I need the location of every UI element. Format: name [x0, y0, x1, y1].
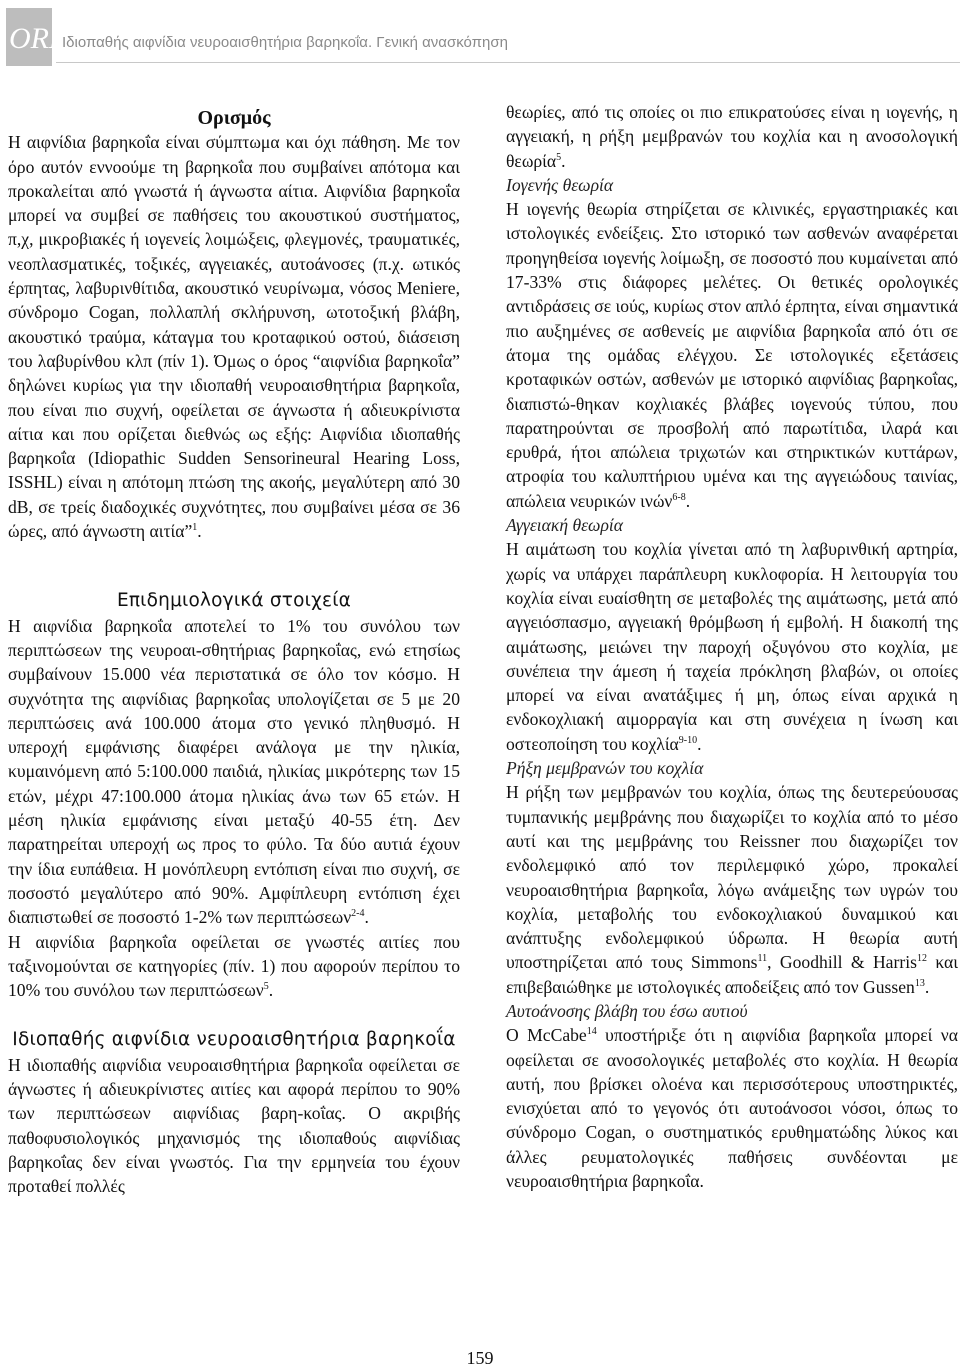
paragraph-theories: θεωρίες, από τις οποίες οι πιο επικρατούσες είναι η ιογενής, η αγγειακή, η ρήξη μεμβρανών του κοχλία και η ανοσολογική θεωρία$^5$. [506, 102, 958, 171]
paragraph-epidemiology: Η αιφνίδια βαρηκοΐα αποτελεί το 1% του συνόλου των περιπτώσεων της νευροαι-σθητήριας βαρηκοΐας, ενώ ετησίως συμβαίνουν 15.000 νέα περιστατικά σε όλο τον κόσμο. Η συχνότητα της αιφνίδιας βαρηκοΐας υπολογίζεται σε 5 με 20 περιπτώσεις ανά 100.000 άτομα στο γενικό πληθυσμό. Η υπεροχή εμφάνισης διαφέρει ανάλογα με την ηλικία, κυμαινόμενη από 5:100.000 παιδιά, ηλικίας μικρότερης των 15 ετών, μέχρι 47:100.000 άτομα ηλικίας άνω των 65 ετών. Η μέση ηλικία εμφάνισης είναι μεταξύ 40-55 έτη. Δεν παρατηρείται υπεροχή ως προς το φύλο. Τα δύο αυτιά έχουν την ίδια ευπάθεια. Η μονόπλευρη εντόπιση είναι πιο συχνή, σε ποσοστό μεγαλύτερο από 90%. Αμφίπλευρη εντόπιση έχει διαπιστωθεί σε ποσοστό 1-2% των περιπτώσεων$^{2-4}$. [8, 615, 460, 928]
paragraph-idiopathic: Η ιδιοπαθής αιφνίδια νευροαισθητήρια βαρηκοΐα οφείλεται σε άγνωστες ή αδιευκρίνιστες αιτίες και αφορά περίπου το 90% των περιπτώσεων αιφνίδιας βαρη-κοΐας. Ο ακριβής παθοφυσιολογικός μηχανισμός της ιδιοπαθούς αιφνίδιας βαρηκοΐας δεν είναι γνωστός. Για την ερμηνεία του έχουν προταθεί πολλές [8, 1054, 460, 1197]
citation: 5 [263, 981, 269, 993]
subheading-autoimmune: Αυτοάνοσης βλάβη του έσω αυτιού [506, 1000, 748, 1021]
citation: 9-10 [678, 734, 698, 746]
citation: 12 [916, 953, 927, 965]
citation: 2-4 [351, 908, 365, 920]
page-number: 159 [466, 1348, 494, 1368]
citation: 1 [192, 522, 198, 534]
page-header [0, 0, 960, 86]
right-column [506, 100, 958, 1193]
citation: 13 [914, 977, 925, 989]
paragraph-autoimmune: Ο McCabe$^{14}$ υποστήριξε ότι η αιφνίδια βαρηκοΐα μπορεί να οφείλεται σε ανοσολογικές μεταβολές στο κοχλία. Η θεωρία αυτή, που βρίσκει ολοένα και περισσότερους υποστηρικτές, ενισχύεται από το γεγονός ότι αυτοάνοσοι νόσοι, όπως το σύνδρομο Cogan, ο συστηματικός ερυθηματώδης λύκος και άλλες ρευματολογικές παθήσεις συνδέονται με νευροαισθητήρια βαρηκοΐα. [506, 1025, 958, 1192]
running-header-title: Ιδιοπαθής αιφνίδια νευροαισθητήρια βαρηκοΐα. Γενική ανασκόπηση [62, 34, 508, 51]
left-column [8, 106, 460, 1198]
citation: 5 [556, 151, 562, 163]
header-divider [56, 62, 960, 63]
paragraph-known-causes: Η αιφνίδια βαρηκοΐα οφείλεται σε γνωστές αιτίες που ταξινομούνται σε κατηγορίες (πίν. 1) που αφορούν περίπου το 10% του συνόλου των περιπτώσεων$^5$. [8, 931, 460, 1001]
paragraph-membrane-rupture: Η ρήξη των μεμβρανών του κοχλία, όπως της δευτερεύουσας τυμπανικής μεμβράνης που διαχωρίζει το κοχλία από το μέσο αυτί και της μεμβράνης του Reissner που διαχωρίζει τον ενδολεμφικό από τον περιλεμφικό χώρο, προκαλεί νευροαισθητήρια βαρηκοΐα, λόγω ανάμειξης των υγρών του κοχλία, μεταβολής του ενδοκοχλιακού δυναμικού και ανάπτυξης ενδολεμφικού ύδρωπα. Η θεωρία αυτή υποστηρίζεται από τους Simmons$^{11}$, Goodhill & Harris$^{12}$ και επιβεβαιώθηκε με ιστολογικές αποδείξεις από τον Gussen$^{13}$. [506, 782, 958, 997]
citation: 14 [586, 1026, 597, 1038]
subheading-viral-theory: Ιογενής θεωρία [506, 174, 614, 195]
paragraph-vascular-theory: Η αιμάτωση του κοχλία γίνεται από τη λαβυρινθική αρτηρία, χωρίς να υπάρχει παράπλευρη κυκλοφορία. Η λειτουργία του κοχλία είναι ευαίσθητη σε μεταβολές της αιμάτωσης, μετά από αγγειόσπασμο, αγγειακή θρόμβωση ή εμβολή. Η διακοπή της αιμάτωσης, μειώνει την παροχή οξυγόνου στο κοχλία, με συνέπεια την άμεση ή ταχεία πρόκληση βλαβών, οι οποίες μπορεί να είναι ανατάξιμες ή μη, όπως είναι αρχικά η ενδοκοχλιακή αιμορραγία και στη συνέχεια η ίνωση και οστεοποίηση του κοχλία$^{9-10}$. [506, 539, 958, 754]
journal-logo [6, 8, 66, 66]
paragraph-definition: Η αιφνίδια βαρηκοΐα είναι σύμπτωμα και όχι πάθηση. Με τον όρο αυτόν εννοούμε τη βαρηκοΐα που συμβαίνει απότομα και προκαλείται από γνωστά ή άγνωστα αίτια. Αιφνίδια βαρηκοΐα μπορεί να συμβεί σε παθήσεις του ακουστικού συστήματος, π,χ, μικροβιακές ή ιογενείς λοιμώξεις, φλεγμονές, τραυματικές, νεοπλασματικές, τοξικές, αγγειακές, αυτοάνοσες (π.χ. ωτικός έρπητας, λαβυρινθίτιδα, ακουστικό νευρίνωμα, νόσος Meniere, σύνδρομο Cogan, πολλαπλή σκλήρυνση, ωτοτοξική βλάβη, ακουστικό τραύμα, κάταγμα του κροταφικού οστού, διάσειση του λαβυρίνθου κλπ (πίν 1). Όμως ο όρος “αιφνίδια βαρηκοΐα” δηλώνει κυρίως για την ιδιοπαθή νευροαισθητήρια βαρηκοΐα, που είναι πιο συχνή, οφείλεται σε άγνωστα ή αδιευκρίνιστα αίτια και που ορίζεται διεθνώς ως εξής: Αιφνίδια ιδιοπαθής βαρηκοΐα (Idiopathic Sudden Sensorineural Hearing Loss, ISSHL) είναι η απότομη πτώση της ακοής, μεγαλύτερη από 30 dB, σε τρείς διαδοχικές συχνότητες, που συμβαίνει μέσα σε 36 ώρες, από άγνωστη αιτία”$^1$. [8, 132, 460, 542]
svg-text:ORL: ORL [9, 22, 66, 55]
citation: 6-8 [672, 491, 686, 503]
paragraph-viral-theory: Η ιογενής θεωρία στηρίζεται σε κλινικές, εργαστηριακές και ιστολογικές ενδείξεις. Στο ιστορικό των ασθενών αναφέρεται προηγηθείσα ιογενής λοίμωξη, σε ποσοστό που κυμαίνεται από 17-33% στις διάφορες μελέτες. Οι θετικές ορολογικές αντιδράσεις σε ιούς, κυρίως στον απλό έρπητα, είναι σημαντικά πιο αυξημένες σε ασθενείς με αιφνίδια βαρηκοΐα από ότι σε άτομα της ομάδας ελέγχου. Σε ιστολογικές εξετάσεις κροταφικών οστών, ασθενών με ιστορικό αιφνίδιας βαρηκοΐας, διαπιστώ-θηκαν κοχλιακές βλάβες ιογενούς τύπου, που παρατηρούνται σε προσβολή από παρωτίτιδα, ιλαρά και ερυθρά, ήτοι απώλεια τριχωτών και στηρικτικών κυττάρων, ατροφία του καλυπτήριου υμένα και της αγγειώδους ταινίας, απώλεια νευρικών ινών$^{6-8}$. [506, 199, 958, 511]
citation: 11 [757, 953, 768, 965]
heading-idiopathic: Ιδιοπαθής αιφνίδια νευροαισθητήρια βαρηκοΐα [12, 1029, 456, 1051]
subheading-membrane-rupture: Ρήξη μεμβρανών του κοχλία [506, 758, 704, 779]
heading-epidemiology: Επιδημιολογικά στοιχεία [116, 590, 352, 612]
heading-definition: Ορισμός [197, 107, 271, 129]
subheading-vascular-theory: Αγγειακή θεωρία [506, 515, 624, 536]
